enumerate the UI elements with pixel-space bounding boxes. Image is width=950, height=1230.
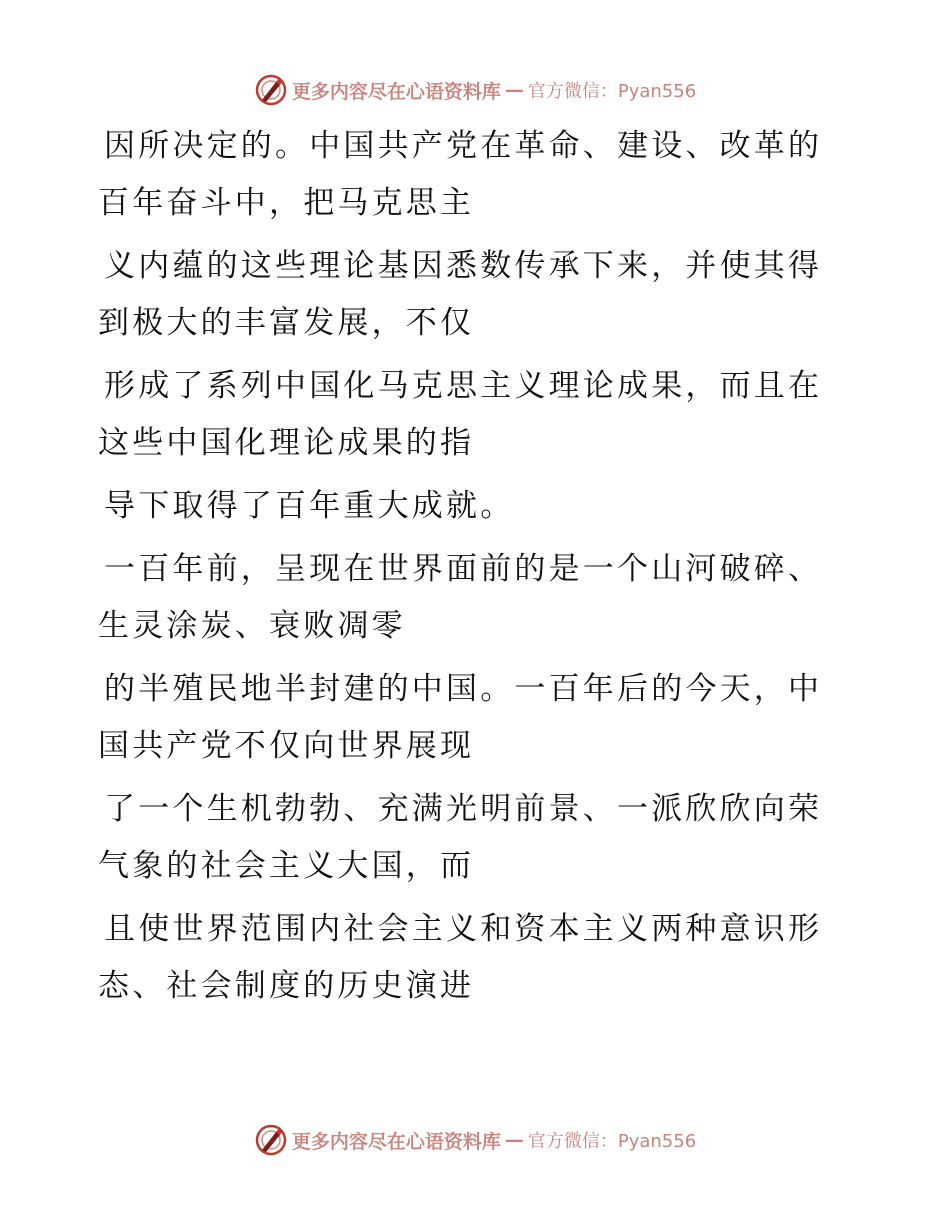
text-line: 气象的社会主义大国，而 (98, 848, 475, 884)
separator: — (504, 79, 524, 101)
text-line: 了一个生机勃勃、充满光明前景、一派欣欣向荣 (104, 791, 823, 827)
paragraph (98, 358, 838, 472)
official-wechat: 官方微信：Pyan556 (527, 1131, 697, 1152)
text-line: 态、社会制度的历史演进 (98, 968, 475, 1004)
paragraph (98, 238, 838, 352)
text-line: 生灵涂炭、衰败凋零 (98, 608, 406, 644)
watermark-group (254, 73, 696, 107)
text-line: 到极大的丰富发展，不仅 (98, 305, 475, 341)
text-line: 形成了系列中国化马克思主义理论成果，而且在 (104, 368, 823, 404)
text-line: 且使世界范围内社会主义和资本主义两种意识形 (104, 911, 823, 947)
paragraph (98, 541, 838, 655)
watermark-group (254, 1123, 696, 1157)
text-line: 百年奋斗中，把马克思主 (98, 185, 475, 221)
text-line: 的半殖民地半封建的中国。一百年后的今天，中 (104, 671, 823, 707)
text-line: 一百年前，呈现在世界面前的是一个山河破碎、 (104, 551, 823, 587)
pen-logo-icon (254, 73, 288, 107)
paragraph (98, 118, 838, 232)
official-wechat: 官方微信：Pyan556 (527, 81, 697, 102)
site-name: 更多内容尽在心语资料库 (291, 1130, 501, 1153)
separator: — (504, 1129, 524, 1151)
pen-logo-icon (254, 1123, 288, 1157)
paragraph (98, 661, 838, 775)
text-line: 因所决定的。中国共产党在革命、建设、改革的 (104, 128, 823, 164)
text-line: 国共产党不仅向世界展现 (98, 728, 475, 764)
header-watermark (0, 70, 950, 110)
paragraph (98, 478, 838, 535)
document-body (98, 118, 838, 1021)
paragraph (98, 781, 838, 895)
text-line: 这些中国化理论成果的指 (98, 425, 475, 461)
text-line: 导下取得了百年重大成就。 (104, 488, 515, 524)
text-line: 义内蕴的这些理论基因悉数传承下来，并使其得 (104, 248, 823, 284)
paragraph (98, 901, 838, 1015)
footer-watermark (0, 1120, 950, 1160)
site-name: 更多内容尽在心语资料库 (291, 80, 501, 103)
